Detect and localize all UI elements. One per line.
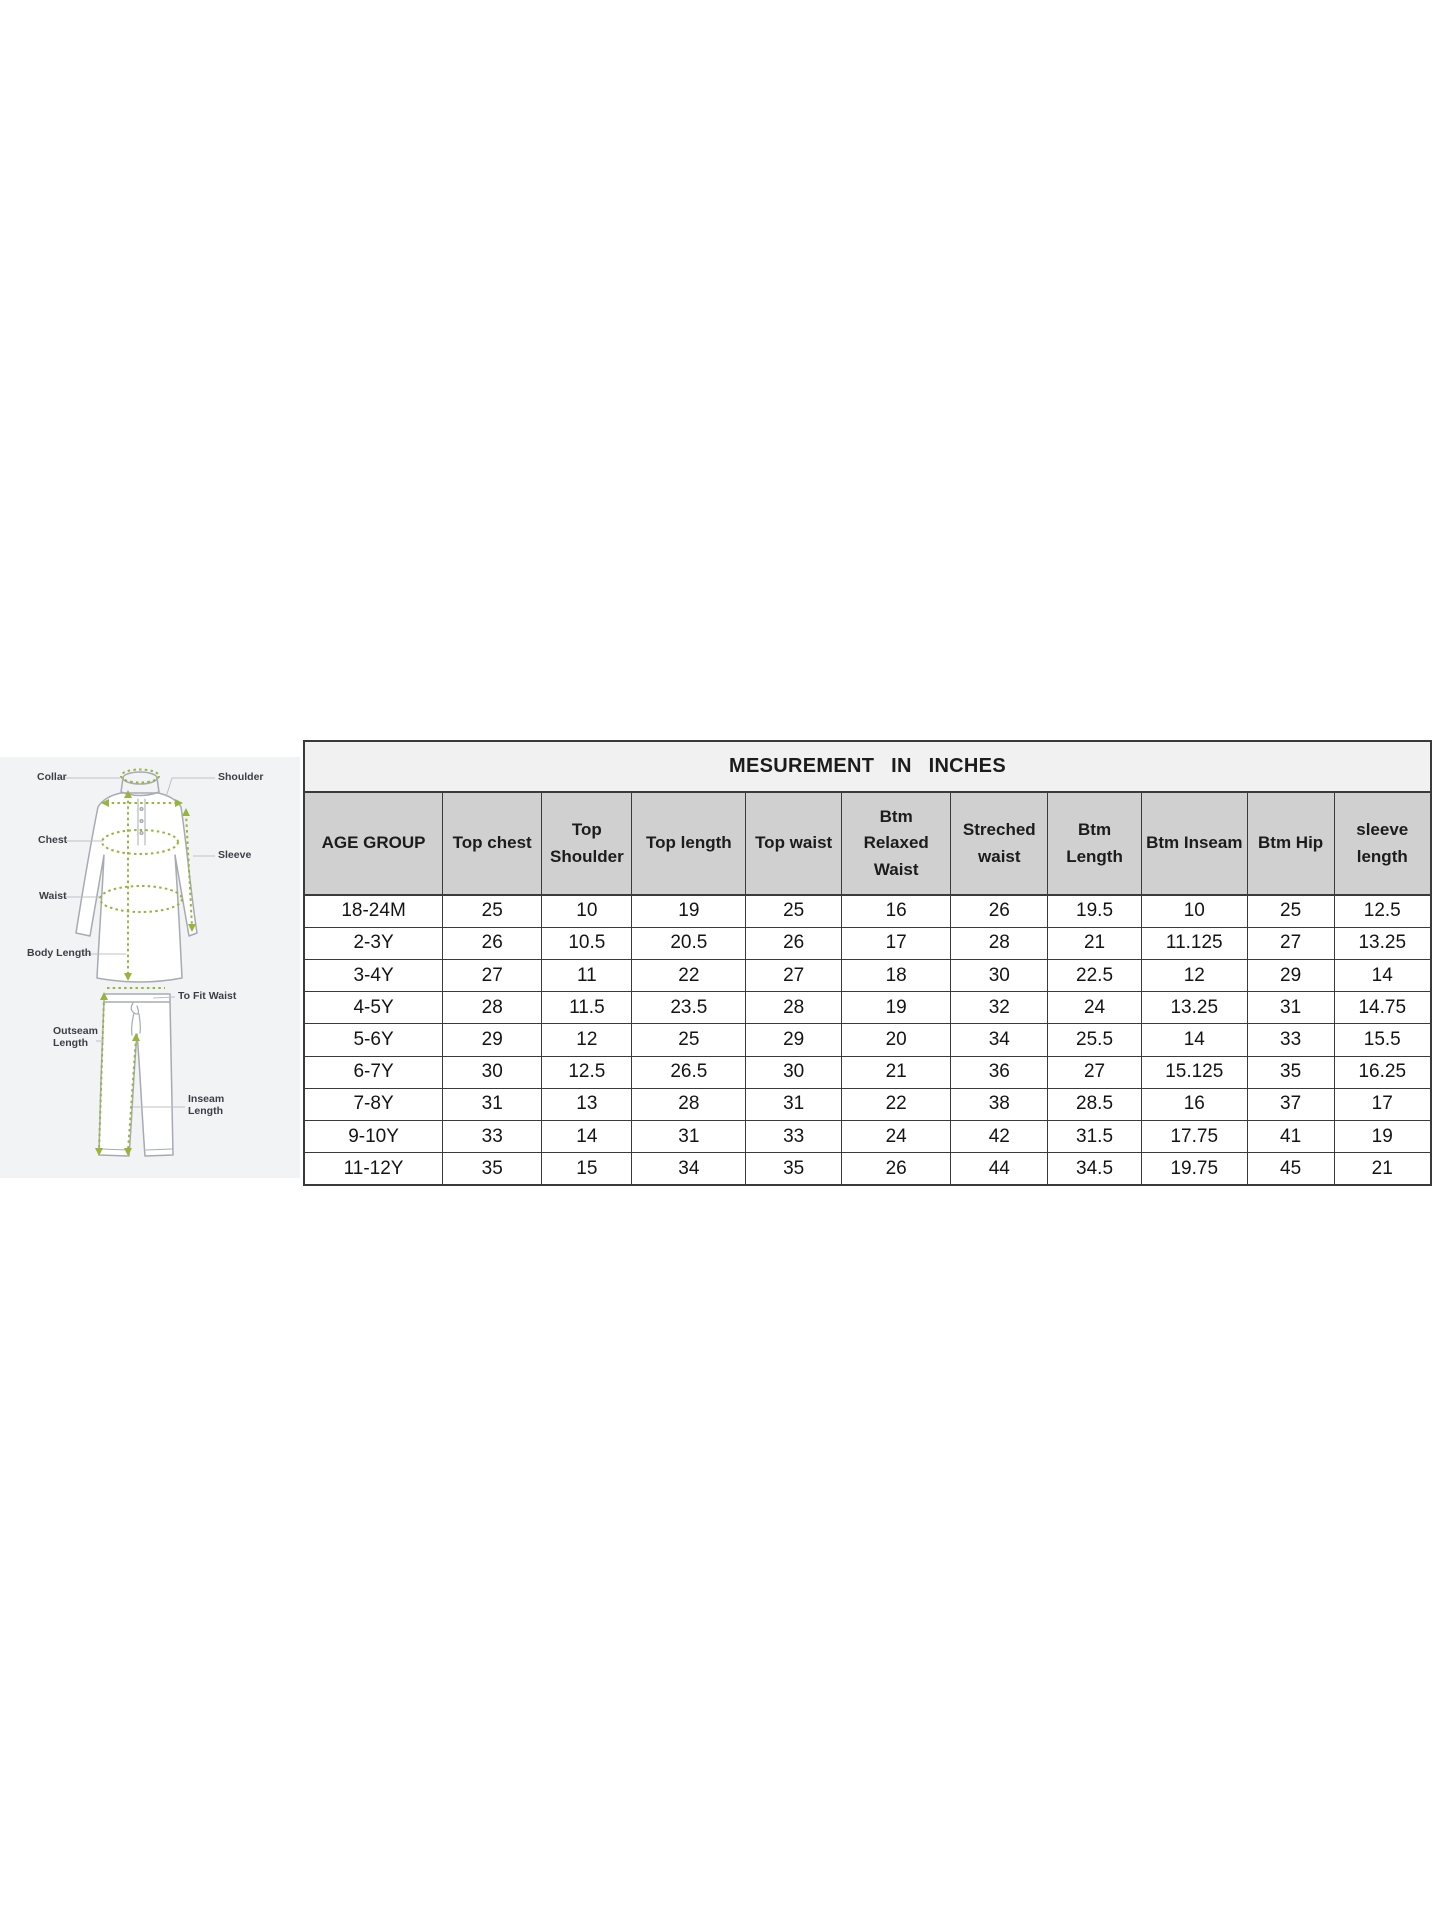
measurement-cell: 31 [443, 1088, 542, 1120]
measurement-cell: 15.125 [1141, 1056, 1247, 1088]
shoulder-label: Shoulder [218, 771, 264, 783]
measurement-cell: 13 [542, 1088, 632, 1120]
measurement-cell: 20.5 [632, 927, 746, 959]
body-length-label: Body Length [27, 947, 92, 959]
size-table-body [304, 895, 1431, 1185]
measurement-cell: 10.5 [542, 927, 632, 959]
measurement-cell: 30 [951, 959, 1048, 991]
measurement-cell: 21 [1334, 1153, 1431, 1185]
measurement-cell: 17.75 [1141, 1121, 1247, 1153]
measurement-cell: 10 [1141, 895, 1247, 927]
measurement-cell: 11.125 [1141, 927, 1247, 959]
age-group-cell: 11-12Y [304, 1153, 443, 1185]
table-row [304, 1153, 1431, 1185]
measurement-cell: 31 [632, 1121, 746, 1153]
measurement-cell: 28 [632, 1088, 746, 1120]
table-row [304, 1088, 1431, 1120]
measurement-cell: 18 [842, 959, 951, 991]
column-header: Btm Relaxed Waist [842, 792, 951, 895]
measurement-cell: 17 [842, 927, 951, 959]
measurement-cell: 14.75 [1334, 992, 1431, 1024]
measurement-cell: 28 [951, 927, 1048, 959]
column-header: Btm Hip [1247, 792, 1334, 895]
measurement-cell: 12 [542, 1024, 632, 1056]
measurement-cell: 35 [443, 1153, 542, 1185]
age-group-cell: 18-24M [304, 895, 443, 927]
measurement-cell: 33 [746, 1121, 842, 1153]
measurement-cell: 45 [1247, 1153, 1334, 1185]
table-title-row [304, 741, 1431, 792]
measurement-cell: 11.5 [542, 992, 632, 1024]
measurement-cell: 10 [542, 895, 632, 927]
measurement-cell: 31 [746, 1088, 842, 1120]
measurement-cell: 23.5 [632, 992, 746, 1024]
chest-label: Chest [38, 834, 68, 846]
measurement-cell: 25 [443, 895, 542, 927]
measurement-cell: 25 [746, 895, 842, 927]
garment-diagram [0, 757, 300, 1178]
measurement-cell: 16.25 [1334, 1056, 1431, 1088]
measurement-cell: 27 [1048, 1056, 1142, 1088]
measurement-cell: 15.5 [1334, 1024, 1431, 1056]
inseam-length-label: Inseam Length [188, 1093, 225, 1118]
measurement-cell: 19.75 [1141, 1153, 1247, 1185]
column-header: AGE GROUP [304, 792, 443, 895]
age-group-cell: 5-6Y [304, 1024, 443, 1056]
table-row [304, 992, 1431, 1024]
measurement-cell: 25.5 [1048, 1024, 1142, 1056]
measurement-cell: 21 [842, 1056, 951, 1088]
measurement-cell: 35 [746, 1153, 842, 1185]
measurement-cell: 26.5 [632, 1056, 746, 1088]
measurement-cell: 12 [1141, 959, 1247, 991]
measurement-cell: 26 [951, 895, 1048, 927]
measurement-cell: 25 [1247, 895, 1334, 927]
table-row [304, 895, 1431, 927]
measurement-cell: 35 [1247, 1056, 1334, 1088]
collar-label: Collar [37, 771, 67, 783]
measurement-diagram-panel [0, 757, 300, 1178]
measurement-cell: 11 [542, 959, 632, 991]
measurement-cell: 19 [632, 895, 746, 927]
measurement-cell: 21 [1048, 927, 1142, 959]
measurement-cell: 42 [951, 1121, 1048, 1153]
measurement-cell: 24 [842, 1121, 951, 1153]
table-row [304, 1024, 1431, 1056]
measurement-cell: 24 [1048, 992, 1142, 1024]
measurement-cell: 34 [951, 1024, 1048, 1056]
age-group-cell: 9-10Y [304, 1121, 443, 1153]
measurement-cell: 30 [443, 1056, 542, 1088]
to-fit-waist-label: To Fit Waist [178, 990, 237, 1002]
measurement-cell: 33 [443, 1121, 542, 1153]
measurement-cell: 41 [1247, 1121, 1334, 1153]
measurement-cell: 14 [542, 1121, 632, 1153]
measurement-cell: 31 [1247, 992, 1334, 1024]
measurement-cell: 19 [1334, 1121, 1431, 1153]
column-header: Top length [632, 792, 746, 895]
table-row [304, 1056, 1431, 1088]
age-group-cell: 6-7Y [304, 1056, 443, 1088]
measurement-cell: 26 [746, 927, 842, 959]
column-header: Btm Length [1048, 792, 1142, 895]
measurement-cell: 12.5 [542, 1056, 632, 1088]
measurement-cell: 32 [951, 992, 1048, 1024]
measurement-cell: 28 [746, 992, 842, 1024]
measurement-cell: 27 [746, 959, 842, 991]
measurement-cell: 30 [746, 1056, 842, 1088]
measurement-cell: 31.5 [1048, 1121, 1142, 1153]
table-title: MESUREMENT IN INCHES [304, 741, 1431, 792]
waist-label: Waist [39, 890, 67, 902]
column-header: sleeve length [1334, 792, 1431, 895]
measurement-cell: 25 [632, 1024, 746, 1056]
measurement-cell: 17 [1334, 1088, 1431, 1120]
table-row [304, 927, 1431, 959]
measurement-cell: 22 [842, 1088, 951, 1120]
measurement-cell: 13.25 [1141, 992, 1247, 1024]
measurement-cell: 33 [1247, 1024, 1334, 1056]
size-table-container [303, 740, 1432, 1186]
measurement-cell: 16 [842, 895, 951, 927]
measurement-cell: 19 [842, 992, 951, 1024]
sleeve-label: Sleeve [218, 849, 252, 861]
column-header: Top waist [746, 792, 842, 895]
measurement-cell: 29 [1247, 959, 1334, 991]
measurement-cell: 28.5 [1048, 1088, 1142, 1120]
measurement-cell: 38 [951, 1088, 1048, 1120]
measurement-cell: 26 [443, 927, 542, 959]
measurement-cell: 34 [632, 1153, 746, 1185]
size-table [303, 740, 1432, 1186]
measurement-cell: 13.25 [1334, 927, 1431, 959]
outseam-length-label: Outseam Length [53, 1025, 98, 1050]
table-row [304, 1121, 1431, 1153]
table-header-row [304, 792, 1431, 895]
measurement-cell: 14 [1141, 1024, 1247, 1056]
age-group-cell: 4-5Y [304, 992, 443, 1024]
measurement-cell: 20 [842, 1024, 951, 1056]
age-group-cell: 2-3Y [304, 927, 443, 959]
measurement-cell: 15 [542, 1153, 632, 1185]
measurement-cell: 29 [443, 1024, 542, 1056]
column-header: Top chest [443, 792, 542, 895]
table-row [304, 959, 1431, 991]
column-header: Top Shoulder [542, 792, 632, 895]
column-header: Btm Inseam [1141, 792, 1247, 895]
measurement-cell: 22 [632, 959, 746, 991]
measurement-cell: 12.5 [1334, 895, 1431, 927]
measurement-cell: 16 [1141, 1088, 1247, 1120]
measurement-cell: 29 [746, 1024, 842, 1056]
measurement-cell: 27 [443, 959, 542, 991]
measurement-cell: 37 [1247, 1088, 1334, 1120]
measurement-cell: 34.5 [1048, 1153, 1142, 1185]
measurement-cell: 26 [842, 1153, 951, 1185]
age-group-cell: 7-8Y [304, 1088, 443, 1120]
measurement-cell: 36 [951, 1056, 1048, 1088]
measurement-cell: 19.5 [1048, 895, 1142, 927]
measurement-cell: 22.5 [1048, 959, 1142, 991]
measurement-cell: 27 [1247, 927, 1334, 959]
column-header: Streched waist [951, 792, 1048, 895]
measurement-cell: 14 [1334, 959, 1431, 991]
measurement-cell: 44 [951, 1153, 1048, 1185]
measurement-cell: 28 [443, 992, 542, 1024]
age-group-cell: 3-4Y [304, 959, 443, 991]
